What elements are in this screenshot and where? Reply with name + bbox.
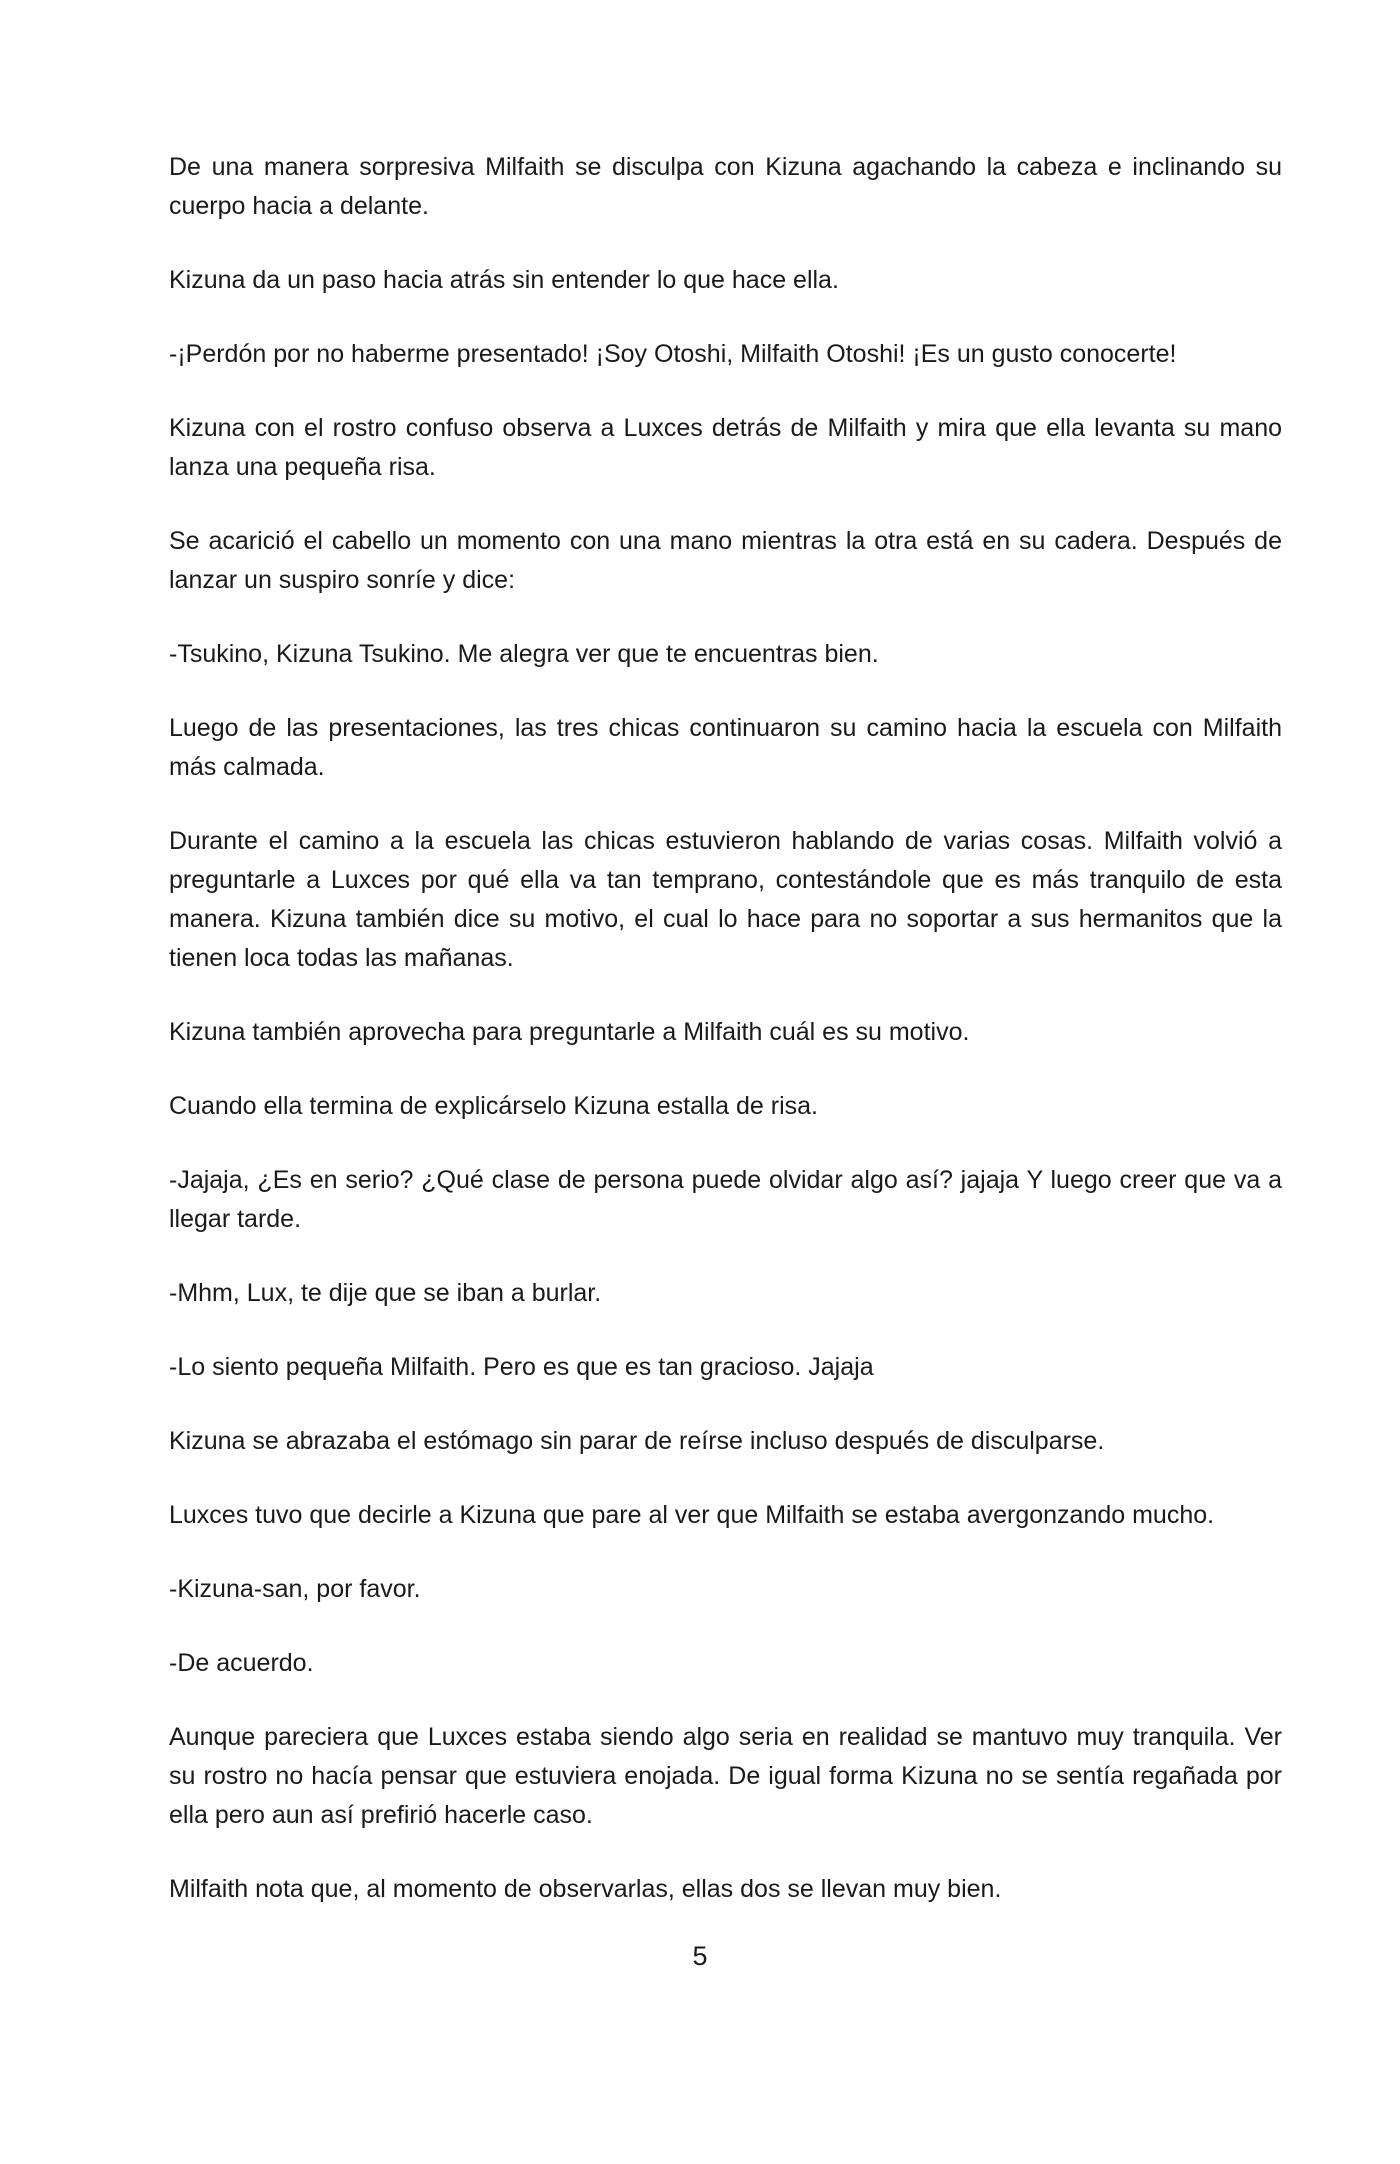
paragraph: Cuando ella termina de explicárselo Kizuna estalla de risa. bbox=[169, 1092, 818, 1120]
paragraph: -Lo siento pequeña Milfaith. Pero es que es tan gracioso. Jajaja bbox=[169, 1353, 874, 1381]
paragraph: -De acuerdo. bbox=[169, 1649, 314, 1677]
body-text bbox=[169, 148, 1282, 1909]
paragraph: Kizuna se abrazaba el estómago sin parar de reírse incluso después de disculparse. bbox=[169, 1427, 1105, 1455]
page-number: 5 bbox=[692, 1941, 708, 1971]
paragraph: Luxces tuvo que decirle a Kizuna que pare al ver que Milfaith se estaba avergonzando mucho. bbox=[169, 1501, 1215, 1529]
paragraph: -Mhm, Lux, te dije que se iban a burlar. bbox=[169, 1279, 602, 1307]
paragraph: -Jajaja, ¿Es en serio? ¿Qué clase de persona puede olvidar algo así? jajaja Y luego creer que va a llegar tarde. bbox=[169, 1166, 1282, 1233]
paragraph: -Tsukino, Kizuna Tsukino. Me alegra ver que te encuentras bien. bbox=[169, 640, 879, 668]
paragraph: Milfaith nota que, al momento de observarlas, ellas dos se llevan muy bien. bbox=[169, 1875, 1002, 1903]
paragraph: Luego de las presentaciones, las tres chicas continuaron su camino hacia la escuela con Milfaith más calmada. bbox=[169, 714, 1282, 781]
paragraph: De una manera sorpresiva Milfaith se disculpa con Kizuna agachando la cabeza e inclinando su cuerpo hacia a delante. bbox=[169, 153, 1282, 220]
paragraph: -Kizuna-san, por favor. bbox=[169, 1575, 421, 1603]
paragraph: Kizuna con el rostro confuso observa a Luxces detrás de Milfaith y mira que ella levanta su mano lanza una pequeña risa. bbox=[169, 414, 1282, 481]
paragraph: -¡Perdón por no haberme presentado! ¡Soy Otoshi, Milfaith Otoshi! ¡Es un gusto conocerte! bbox=[169, 340, 1177, 368]
paragraph: Se acarició el cabello un momento con una mano mientras la otra está en su cadera. Después de lanzar un suspiro sonríe y dice: bbox=[169, 527, 1282, 594]
paragraph: Kizuna da un paso hacia atrás sin entender lo que hace ella. bbox=[169, 266, 839, 294]
paragraph: Durante el camino a la escuela las chicas estuvieron hablando de varias cosas. Milfaith volvió a preguntarle a Luxces por qué ella va tan temprano, contestándole que es más tranquilo de esta manera. Kizuna también dice su motivo, el cual lo hace para no soportar a sus hermanitos que la tienen loca todas las mañanas. bbox=[169, 827, 1282, 972]
paragraph: Aunque pareciera que Luxces estaba siendo algo seria en realidad se mantuvo muy tranquila. Ver su rostro no hacía pensar que estuviera enojada. De igual forma Kizuna no se sentía regañada por ella pero aun así prefirió hacerle caso. bbox=[169, 1723, 1282, 1829]
paragraph: Kizuna también aprovecha para preguntarle a Milfaith cuál es su motivo. bbox=[169, 1018, 970, 1046]
